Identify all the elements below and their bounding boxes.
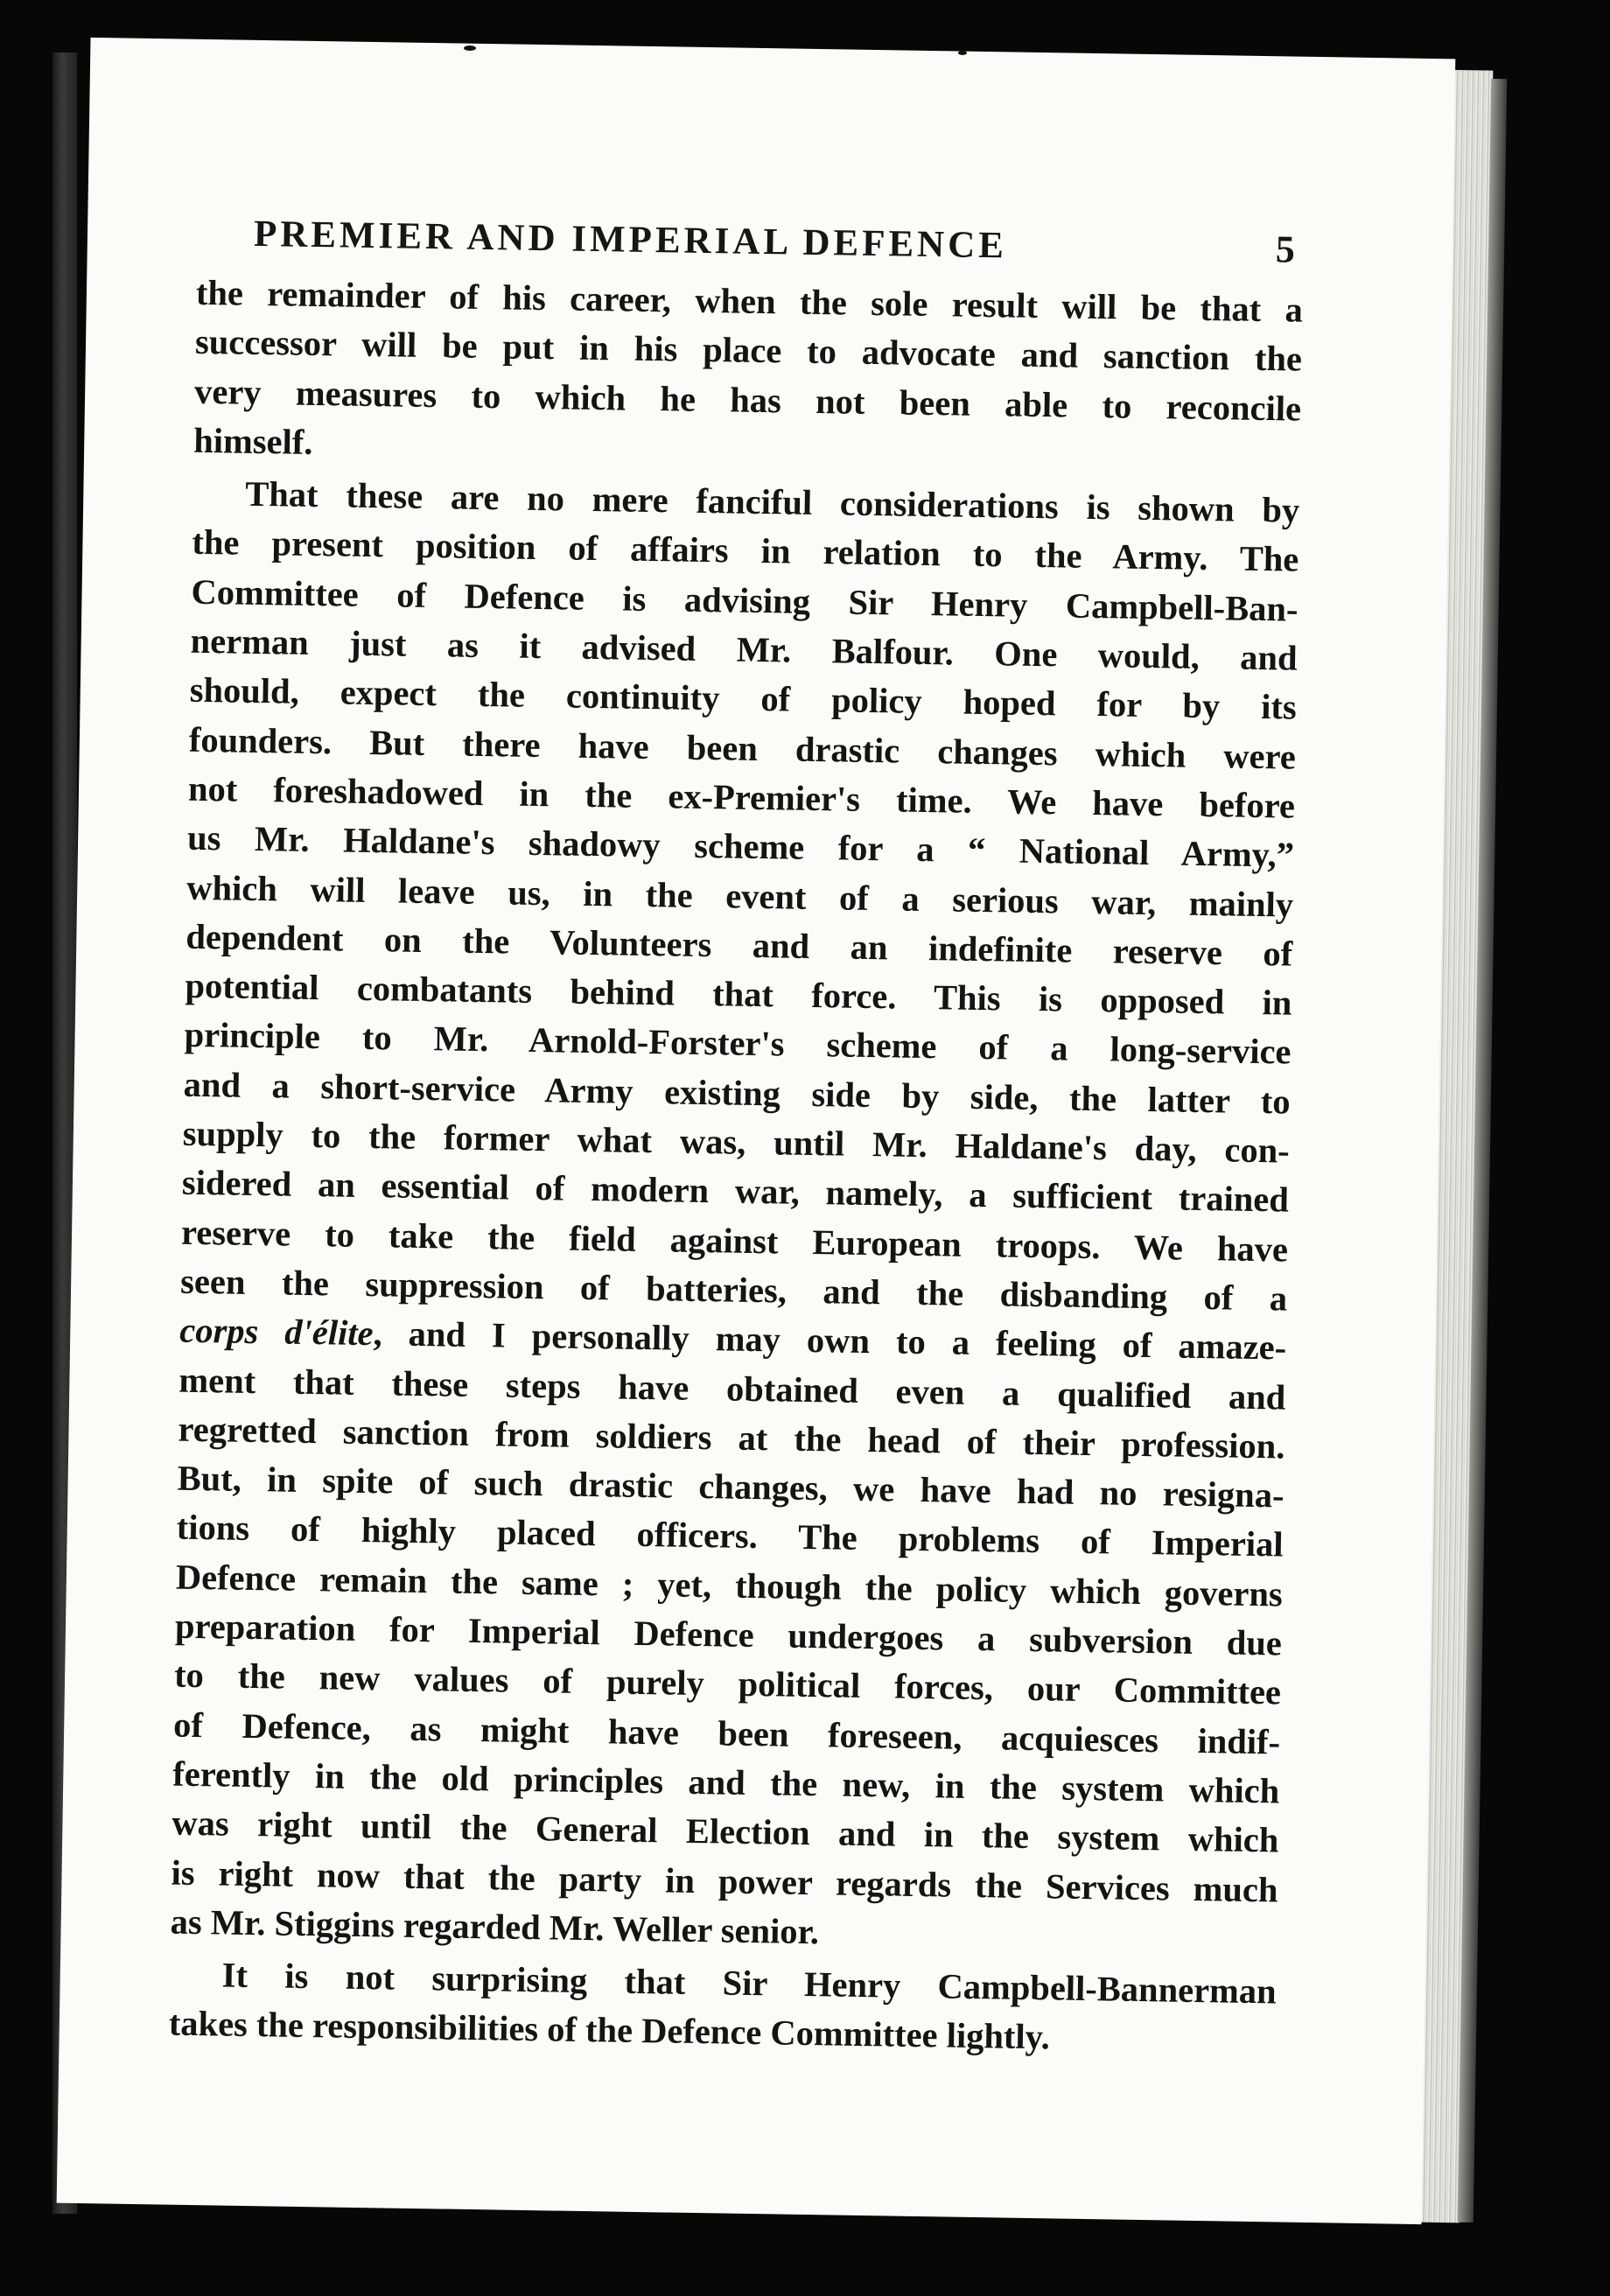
text-line: as Mr. Stiggins regarded Mr. Weller senior. [170, 1901, 820, 1952]
text-line: was right until the General Election and in the system which [172, 1802, 1279, 1860]
text-line: is right now that the party in power regards the Services much [171, 1852, 1278, 1909]
text-line: tions of highly placed officers. The problems of Imperial [176, 1508, 1284, 1564]
paragraph [170, 469, 1299, 1964]
text-line: the remainder of his career, when the sole result will be that a [195, 272, 1304, 330]
text-line: nerman just as it advised Mr. Balfour. One would, and [190, 620, 1298, 678]
text-line: the present position of affairs in relation to the Army. The [192, 522, 1299, 580]
text-line: dependent on the Volunteers and an indefinite reserve of [186, 916, 1293, 974]
text-line: sidered an essential of modern war, namely, a sufficient trained [181, 1163, 1290, 1220]
text-line: That these are no mere fanciful considerations is shown by [245, 473, 1300, 530]
text-line: should, expect the continuity of policy hoped for by its [189, 670, 1298, 728]
text-line: ment that these steps have obtained even a qualified and [178, 1360, 1286, 1418]
text-line: to the new values of purely political forces, our Committee [173, 1655, 1282, 1712]
body-text [168, 269, 1303, 2066]
text-line: Defence remain the same ; yet, though the policy which governs [175, 1557, 1284, 1614]
text-line: preparation for Imperial Defence undergoes a subversion due [174, 1606, 1283, 1663]
paragraph [193, 269, 1303, 483]
text-line: principle to Mr. Arnold-Forster's scheme of a long-service [184, 1015, 1292, 1073]
scan-speck [464, 46, 476, 51]
scan-speck [958, 51, 967, 55]
text-line: supply to the former what was, until Mr. Haldane's day, con- [182, 1113, 1291, 1171]
text-line: not foreshadowed in the ex-Premier's time. We have before [187, 768, 1296, 826]
text-line: us Mr. Haldane's shadowy scheme for a “ National Army,” [186, 818, 1295, 875]
text-line: It is not surprising that Sir Henry Campbell-Bannerman [221, 1955, 1277, 2012]
text-line-with-italic: corps d'élite, and I personally may own to a feeling of amaze- [178, 1310, 1287, 1368]
text-line: reserve to take the field against European troops. We have [180, 1212, 1289, 1270]
running-title: PREMIER AND IMPERIAL DEFENCE [253, 213, 1008, 267]
text-line: and a short-service Army existing side by side, the latter to [183, 1064, 1291, 1122]
text-line: successor will be put in his place to advocate and sanction the [194, 322, 1303, 379]
text-line: regretted sanction from soldiers at the head of their profession. [178, 1409, 1285, 1466]
text-line: Committee of Defence is advising Sir Henry Campbell-Ban- [191, 571, 1298, 629]
text-line: founders. But there have been drastic changes which were [188, 719, 1297, 777]
text-line: which will leave us, in the event of a serious war, mainly [186, 867, 1294, 925]
text-line: But, in spite of such drastic changes, we have had no resigna- [177, 1458, 1284, 1516]
text-line: very measures to which he has not been able to reconcile [193, 371, 1302, 429]
paragraph [168, 1950, 1277, 2066]
page-number: 5 [1275, 228, 1296, 271]
italic-phrase: corps d'élite [178, 1310, 374, 1354]
book-page [57, 38, 1456, 2224]
text-line: ferently in the old principles and the new, in the system which [172, 1754, 1280, 1811]
text-line: himself. [192, 420, 313, 462]
text-line: potential combatants behind that force. This is opposed in [185, 965, 1292, 1023]
text-line: takes the responsibilities of the Defence Committee lightly. [168, 2003, 1051, 2057]
text-line: of Defence, as might have been foreseen, acquiesces indif- [172, 1704, 1281, 1762]
text-line: seen the suppression of batteries, and the disbanding of a [179, 1261, 1288, 1319]
